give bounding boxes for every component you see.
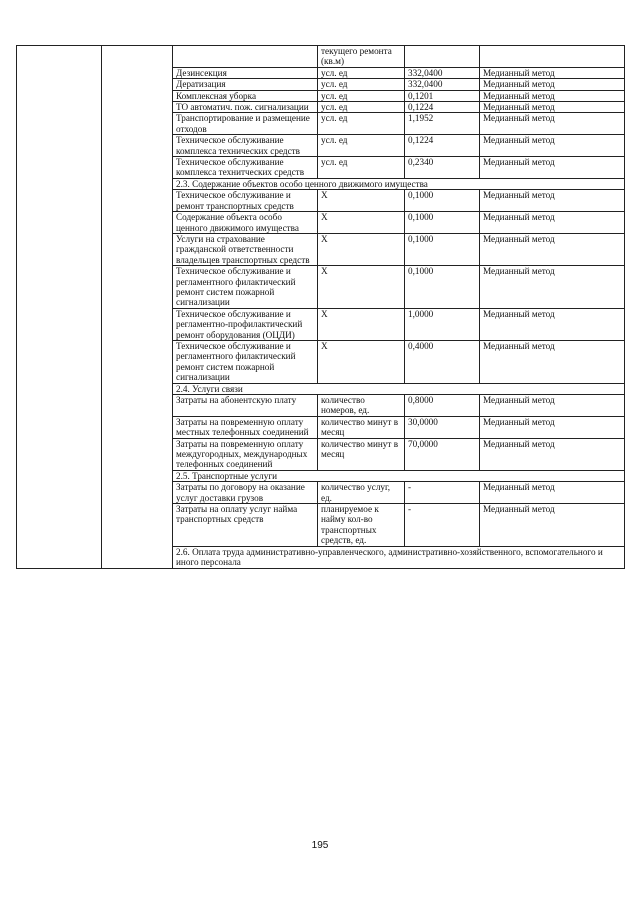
cell-unit: усл. ед (318, 113, 405, 135)
cell-method: Медианный метод (480, 438, 625, 470)
cell-method: Медианный метод (480, 157, 625, 179)
cell-name: Техническое обслуживание комплекса технических средств (173, 135, 318, 157)
cell-name: Содержание объекта особо ценного движимого имущества (173, 212, 318, 234)
section-title: 2.4. Услуги связи (173, 383, 625, 394)
cell-unit: количество номеров, ед. (318, 395, 405, 417)
cell-value: 0,2340 (405, 157, 480, 179)
cell-unit: усл. ед (318, 67, 405, 78)
page-number: 195 (311, 840, 329, 851)
cell-value: - (405, 482, 480, 504)
cell-unit: Х (318, 212, 405, 234)
cell-name: Затраты на оплату услуг найма транспортных средств (173, 504, 318, 547)
cell-name: Затраты на повременную оплату местных телефонных соединений (173, 416, 318, 438)
cell-method (480, 46, 625, 68)
cell-value: 0,1201 (405, 90, 480, 101)
cell-value: 0,1000 (405, 233, 480, 265)
cell-name: Техническое обслуживание комплекса технитческих средств (173, 157, 318, 179)
cell-name: Дезинсекция (173, 67, 318, 78)
cell-unit: усл. ед (318, 157, 405, 179)
cell-unit: Х (318, 266, 405, 309)
cell-method: Медианный метод (480, 67, 625, 78)
cell-unit: Х (318, 308, 405, 340)
cell-value: 1,0000 (405, 308, 480, 340)
cell-unit: усл. ед (318, 90, 405, 101)
cell-value: 0,1224 (405, 135, 480, 157)
cell-name: Услуги на страхование гражданской ответственности владельцев транспортных средств (173, 233, 318, 265)
cell-value: 0,8000 (405, 395, 480, 417)
cell-name: Комплексная уборка (173, 90, 318, 101)
table-body (17, 46, 625, 569)
cell-method: Медианный метод (480, 395, 625, 417)
cell-unit: количество минут в месяц (318, 416, 405, 438)
cell-name: Затраты на абонентскую плату (173, 395, 318, 417)
section-title: 2.3. Содержание объектов особо ценного движимого имущества (173, 178, 625, 189)
cell-value (405, 46, 480, 68)
cell-method: Медианный метод (480, 482, 625, 504)
cell-method: Медианный метод (480, 504, 625, 547)
cell-name (173, 46, 318, 68)
table-row (17, 46, 625, 68)
cell-name: Техническое обслуживание и ремонт транспортных средств (173, 190, 318, 212)
cell-method: Медианный метод (480, 416, 625, 438)
cell-value: 0,1224 (405, 102, 480, 113)
left-blank-column (17, 46, 102, 569)
cell-method: Медианный метод (480, 102, 625, 113)
section-title: 2.5. Транспортные услуги (173, 470, 625, 481)
cell-unit: количество услуг, ед. (318, 482, 405, 504)
cell-method: Медианный метод (480, 233, 625, 265)
cost-norms-table (16, 45, 625, 569)
section-title: 2.6. Оплата труда административно-управленческого, административно-хозяйственного, вспомогательного и иного персонала (173, 546, 625, 568)
cell-value: - (405, 504, 480, 547)
cell-method: Медианный метод (480, 266, 625, 309)
cell-unit: Х (318, 190, 405, 212)
cell-name: Техническое обслуживание и регламентного филактический ремонт систем пожарной сигнализации (173, 266, 318, 309)
cell-value: 30,0000 (405, 416, 480, 438)
cell-unit: Х (318, 233, 405, 265)
cell-name: Техническое обслуживание и регламентно-профилактический ремонт оборудования (ОЦДИ) (173, 308, 318, 340)
cell-name: Затраты на повременную оплату междугородных, международных телефонных соединений (173, 438, 318, 470)
cell-method: Медианный метод (480, 79, 625, 90)
cell-unit: усл. ед (318, 135, 405, 157)
cell-name: Транспортирование и размещение отходов (173, 113, 318, 135)
cell-method: Медианный метод (480, 90, 625, 101)
cell-unit: планируемое к найму кол-во транспортных средств, ед. (318, 504, 405, 547)
second-blank-column (102, 46, 173, 569)
cell-unit: текущего ремонта (кв.м) (318, 46, 405, 68)
cell-value: 0,4000 (405, 340, 480, 383)
cell-value: 0,1000 (405, 212, 480, 234)
cell-method: Медианный метод (480, 190, 625, 212)
cell-method: Медианный метод (480, 340, 625, 383)
cell-value: 0,1000 (405, 190, 480, 212)
cell-method: Медианный метод (480, 135, 625, 157)
cell-value: 332,0400 (405, 79, 480, 90)
cell-method: Медианный метод (480, 212, 625, 234)
cell-name: ТО автоматич. пож. сигнализации (173, 102, 318, 113)
cell-value: 332,0400 (405, 67, 480, 78)
cell-name: Дератизация (173, 79, 318, 90)
cell-value: 1,1952 (405, 113, 480, 135)
cell-unit: количество минут в месяц (318, 438, 405, 470)
cell-value: 70,0000 (405, 438, 480, 470)
cell-name: Техническое обслуживание и регламентного филактический ремонт систем пожарной сигнализации (173, 340, 318, 383)
cell-unit: усл. ед (318, 102, 405, 113)
cell-unit: усл. ед (318, 79, 405, 90)
cell-method: Медианный метод (480, 308, 625, 340)
cell-value: 0,1000 (405, 266, 480, 309)
cell-name: Затраты по договору на оказание услуг доставки грузов (173, 482, 318, 504)
cell-unit: Х (318, 340, 405, 383)
cell-method: Медианный метод (480, 113, 625, 135)
